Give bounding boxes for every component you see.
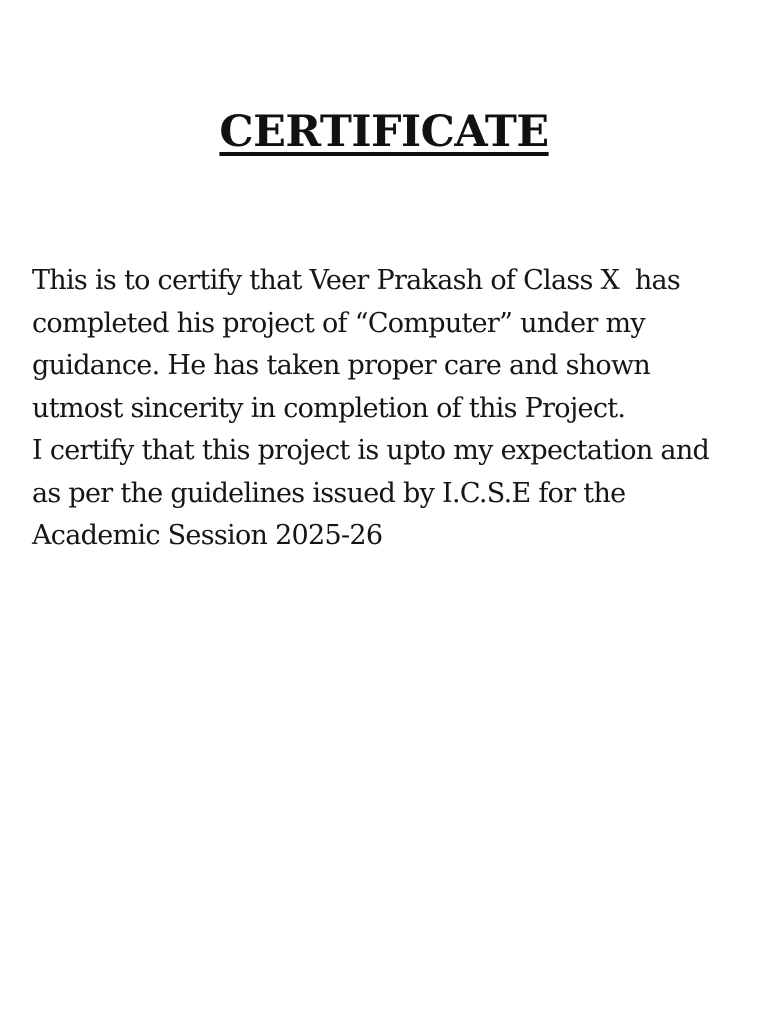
- body-line-2: completed his project of “Computer” under my: [32, 307, 645, 339]
- certificate-title: CERTIFICATE: [219, 107, 549, 157]
- body-line-5: I certify that this project is upto my expectation and: [32, 435, 710, 466]
- certificate-body: [32, 260, 760, 558]
- body-line-6: as per the guidelines issued by I.C.S.E for the: [32, 477, 626, 509]
- body-line-1: This is to certify that Veer Prakash of Class X has: [32, 265, 681, 296]
- body-line-3: guidance. He has taken proper care and shown: [32, 350, 651, 381]
- body-line-7: Academic Session 2025-26: [32, 520, 383, 551]
- body-line-4: utmost sincerity in completion of this Project.: [32, 392, 626, 424]
